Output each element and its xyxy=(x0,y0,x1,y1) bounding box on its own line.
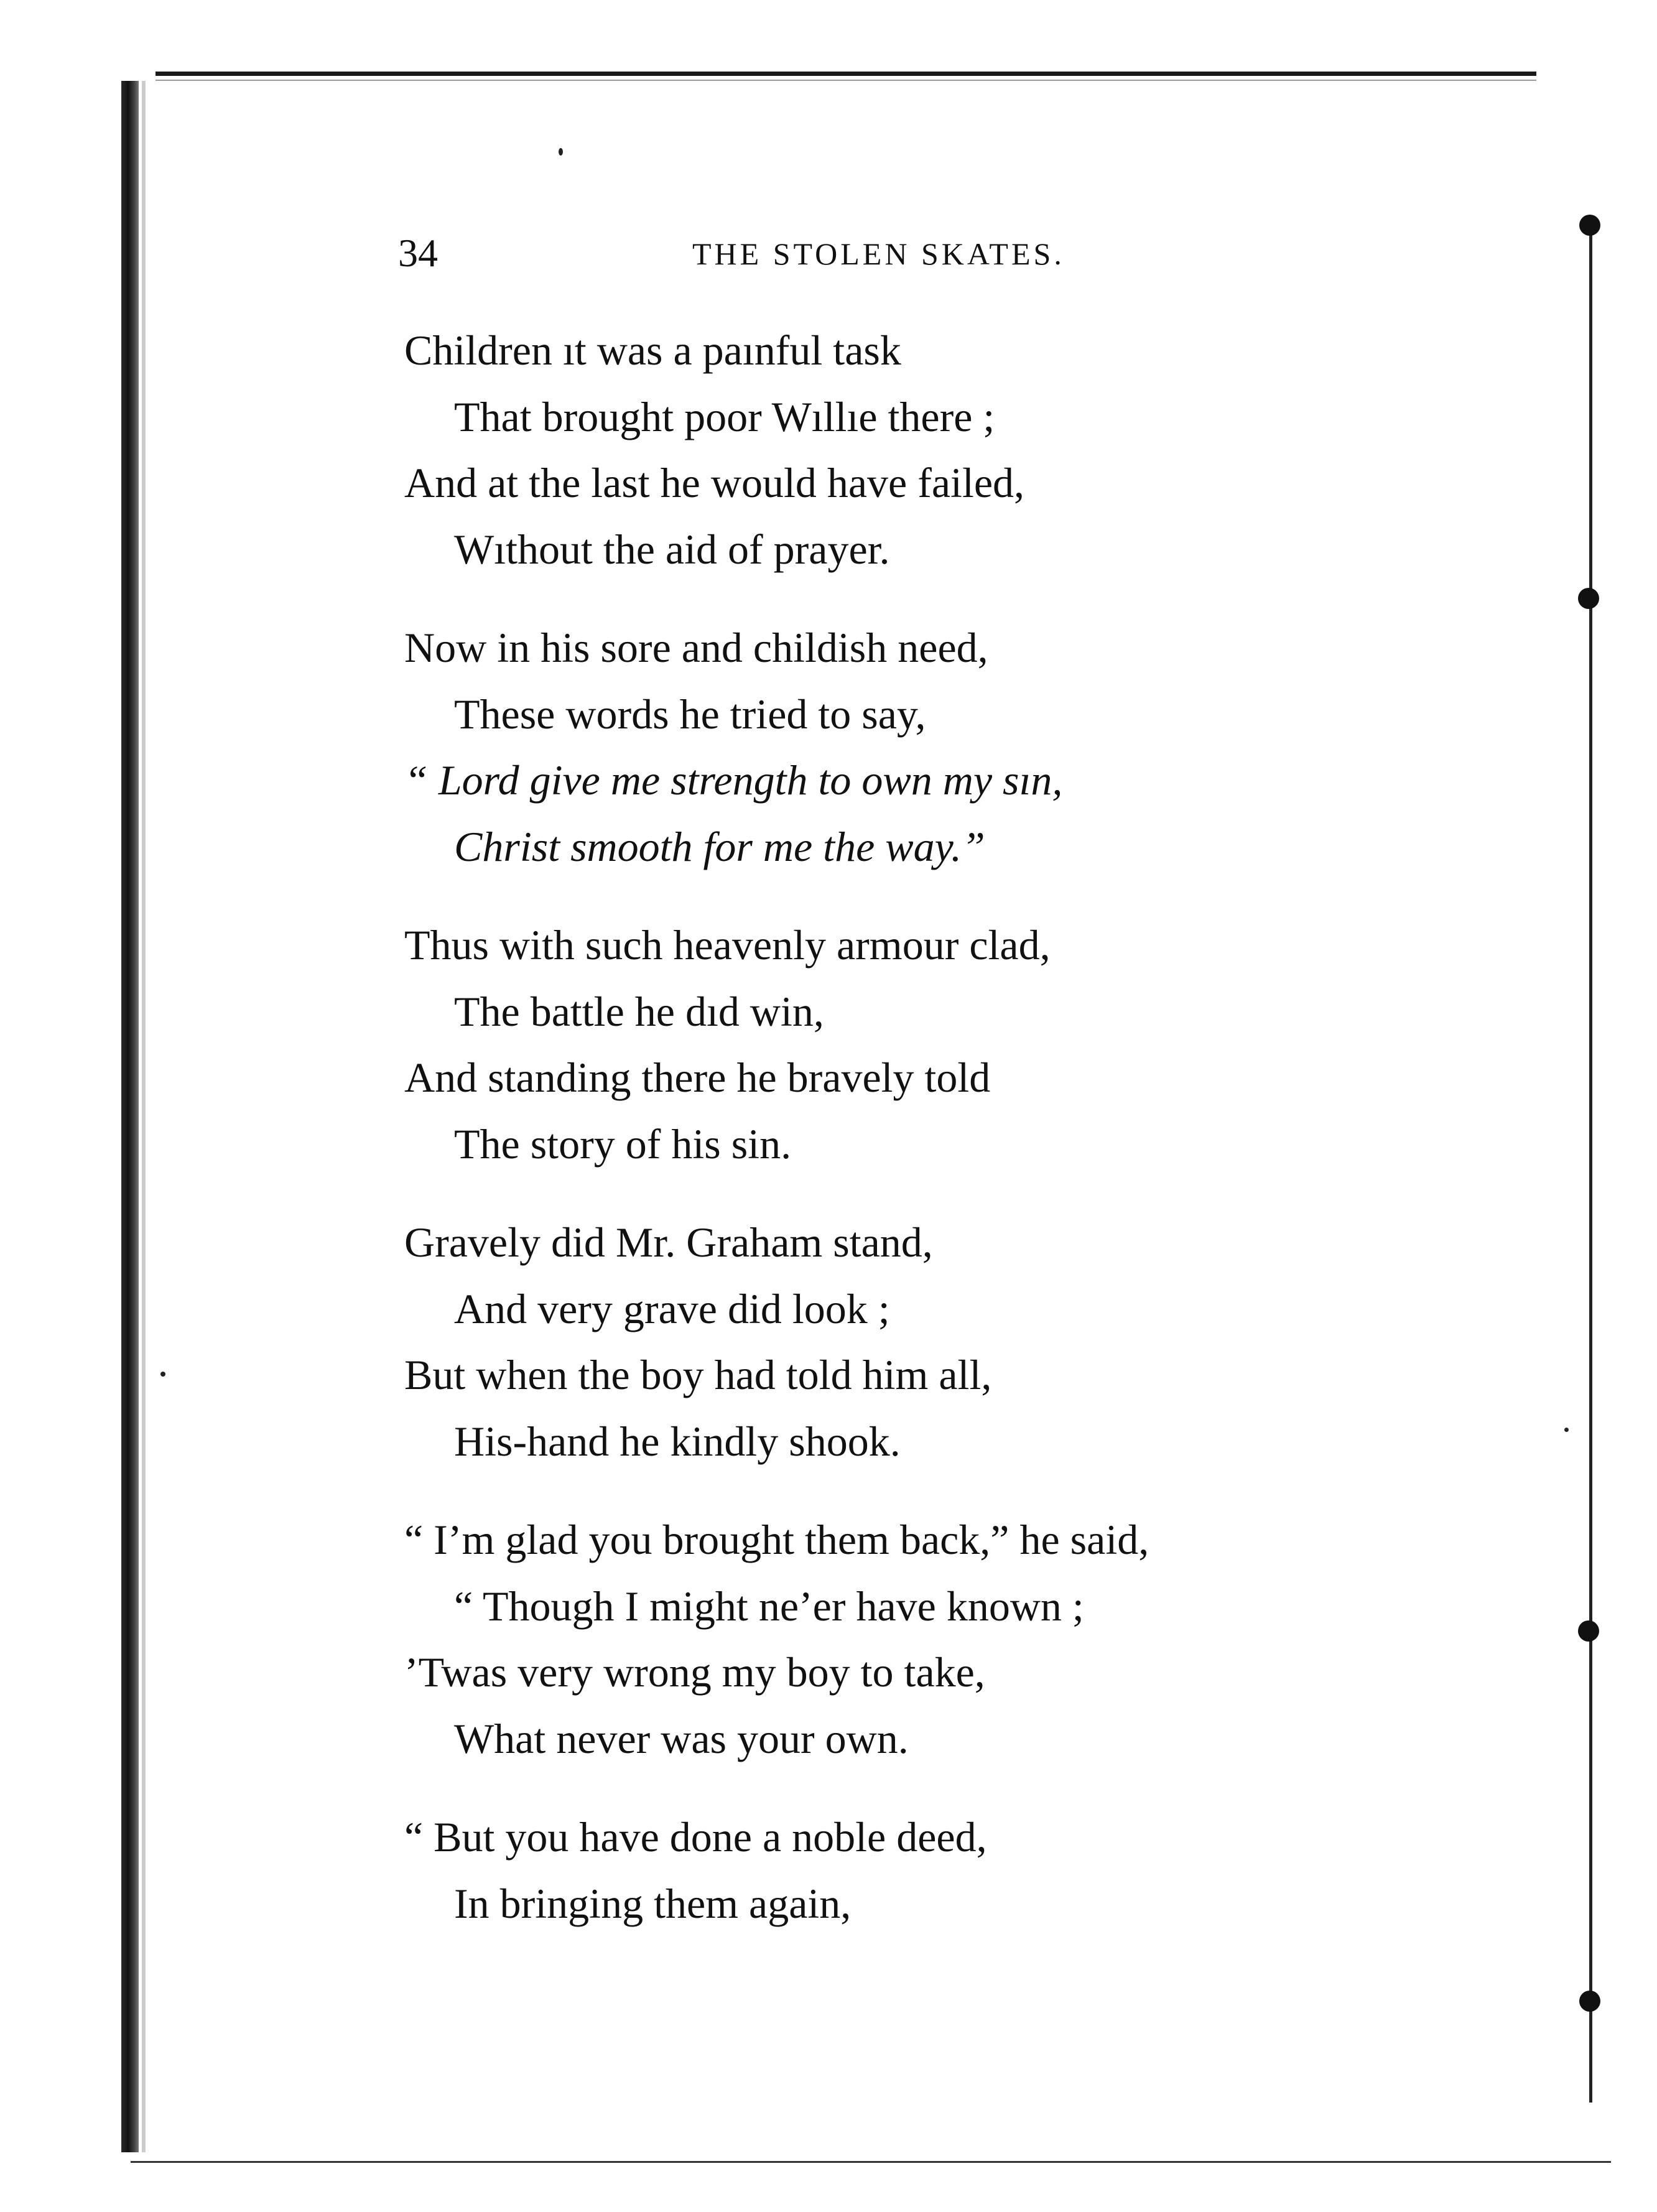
poem-line: Gravely did Mr. Graham stand, xyxy=(404,1219,933,1266)
binding-mark xyxy=(1578,1620,1599,1642)
poem-line: In bringing them again, xyxy=(454,1879,852,1927)
binding-spine-edge xyxy=(142,81,146,2152)
poem-line: “ But you have done a noble deed, xyxy=(404,1813,987,1861)
poem-line: But when the boy had told him all, xyxy=(404,1351,992,1398)
binding-mark xyxy=(1578,588,1599,609)
binding-mark xyxy=(1579,1991,1600,2012)
poem-line: His-hand he kindly shook. xyxy=(454,1417,901,1465)
stanza xyxy=(404,1507,1555,1772)
top-border-thin-rule xyxy=(155,80,1536,81)
poem-line: Children ıt was a paınful task xyxy=(404,327,901,374)
poem-line: And very grave did look ; xyxy=(454,1285,890,1332)
bottom-border-rule xyxy=(131,2161,1611,2163)
ink-speck xyxy=(1564,1428,1569,1432)
binding-mark xyxy=(1579,215,1600,236)
poem-line: These words he tried to say, xyxy=(454,690,926,738)
poem-body xyxy=(404,317,1555,1969)
ink-speck xyxy=(559,148,563,156)
running-title: THE STOLEN SKATES. xyxy=(692,236,1065,271)
stanza xyxy=(404,317,1555,582)
stanza xyxy=(404,1804,1555,1936)
page-header xyxy=(398,231,1144,275)
stanza xyxy=(404,615,1555,880)
ink-speck xyxy=(160,1372,165,1377)
poem-line: “ Lord give me strength to own my sın, xyxy=(404,756,1063,804)
binding-spine xyxy=(121,81,139,2152)
stanza xyxy=(404,912,1555,1177)
poem-line: And at the last he would have failed, xyxy=(404,459,1025,506)
poem-line: And standing there he bravely told xyxy=(404,1054,991,1101)
right-edge-rule xyxy=(1589,224,1592,2103)
poem-line: Thus with such heavenly armour clad, xyxy=(404,921,1051,969)
poem-line: The battle he dıd win, xyxy=(454,987,824,1035)
poem-line: ’Twas very wrong my boy to take, xyxy=(404,1648,985,1696)
poem-line: That brought poor Wıllıe there ; xyxy=(454,393,995,440)
top-border-rule xyxy=(155,72,1536,76)
poem-line: “ I’m glad you brought them back,” he said, xyxy=(404,1516,1149,1563)
stanza xyxy=(404,1209,1555,1474)
poem-line: Christ smooth for me the way.” xyxy=(454,822,985,870)
poem-line: Wıthout the aid of prayer. xyxy=(454,525,890,573)
page-number: 34 xyxy=(398,231,438,275)
poem-line: “ Though I might ne’er have known ; xyxy=(454,1582,1084,1630)
poem-line: Now in his sore and childish need, xyxy=(404,624,988,671)
poem-line: What never was your own. xyxy=(454,1714,909,1762)
poem-line: The story of his sin. xyxy=(454,1120,792,1168)
